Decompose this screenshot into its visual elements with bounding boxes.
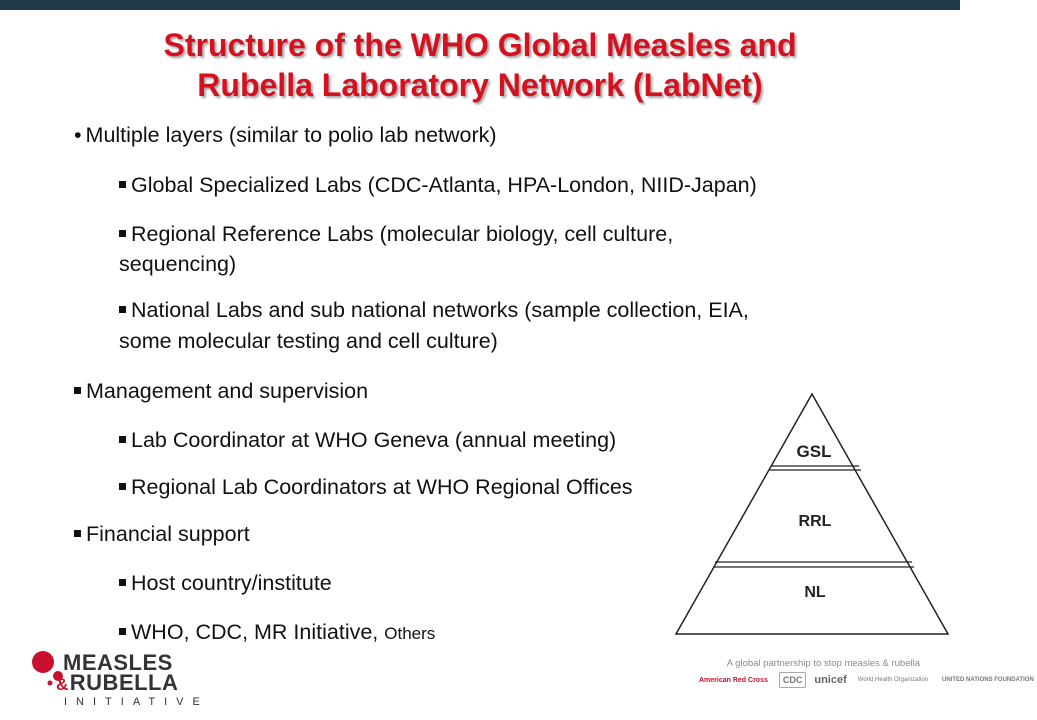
lab-pyramid-diagram: [674, 392, 950, 636]
pyramid-level-gsl: GSL: [796, 442, 832, 461]
bullet-item: [119, 297, 749, 324]
square-bullet-icon: [74, 530, 81, 537]
logo-word-measles: MEASLES: [63, 650, 173, 675]
bullet-text: Host country/institute: [131, 571, 332, 595]
square-bullet-icon: [119, 483, 126, 490]
partner-who-logo: World Health Organization: [857, 677, 929, 683]
bullet-text: Management and supervision: [86, 379, 369, 403]
logo-word-rubella: [56, 670, 178, 696]
bullet-text: Regional Lab Coordinators at WHO Regional Offices: [131, 475, 633, 499]
bullet-text: National Labs and sub national networks (sample collection, EIA,: [131, 298, 749, 322]
bullet-text: Lab Coordinator at WHO Geneva (annual meeting): [131, 428, 617, 452]
bullet-text: Global Specialized Labs (CDC-Atlanta, HPA-London, NIID-Japan): [131, 173, 757, 197]
bullet-marker: •: [74, 123, 82, 147]
square-bullet-icon: [119, 628, 126, 635]
bullet-item: [119, 570, 332, 597]
pyramid-level-rrl: RRL: [798, 513, 832, 530]
bullet-item: [74, 521, 250, 548]
bullet-text: Regional Reference Labs (molecular biology, cell culture,: [131, 222, 674, 246]
partner-red-cross-logo: American Red Cross: [699, 676, 768, 684]
bullet-item: [119, 619, 435, 647]
square-bullet-icon: [119, 306, 126, 313]
bullet-item: [74, 122, 497, 149]
bullet-item: [74, 378, 368, 405]
bullet-text: Financial support: [86, 522, 250, 546]
partner-cdc-logo: CDC: [779, 672, 807, 688]
partner-unicef-logo: unicef: [814, 674, 847, 686]
bullet-continuation: some molecular testing and cell culture): [119, 329, 498, 353]
square-bullet-icon: [119, 181, 126, 188]
square-bullet-icon: [74, 387, 81, 394]
footer-tagline: A global partnership to stop measles & rubella: [726, 658, 920, 669]
bullet-item: [119, 221, 673, 248]
logo-rubella-text: RUBELLA: [69, 670, 179, 695]
bullet-text: Multiple layers (similar to polio lab network): [85, 123, 497, 147]
bullet-continuation: sequencing): [119, 252, 237, 276]
logo-ampersand: &: [56, 675, 69, 694]
bullet-item: [119, 474, 633, 501]
title-line-1: Structure of the WHO Global Measles and: [163, 27, 797, 63]
square-bullet-icon: [119, 579, 126, 586]
square-bullet-icon: [119, 436, 126, 443]
square-bullet-icon: [119, 230, 126, 237]
partner-logos: [696, 672, 1037, 688]
partner-unf-logo: UNITED NATIONS FOUNDATION: [942, 677, 1034, 683]
logo-word-initiative: INITIATIVE: [64, 696, 209, 708]
bullet-text-small: Others: [384, 624, 436, 643]
pyramid-level-nl: NL: [804, 584, 826, 601]
bullet-text: WHO, CDC, MR Initiative,: [131, 620, 385, 644]
bullet-item: [119, 172, 757, 199]
measles-rubella-initiative-logo: [28, 650, 209, 716]
title-line-2: Rubella Laboratory Network (LabNet): [197, 67, 763, 103]
bullet-item: [119, 427, 616, 454]
